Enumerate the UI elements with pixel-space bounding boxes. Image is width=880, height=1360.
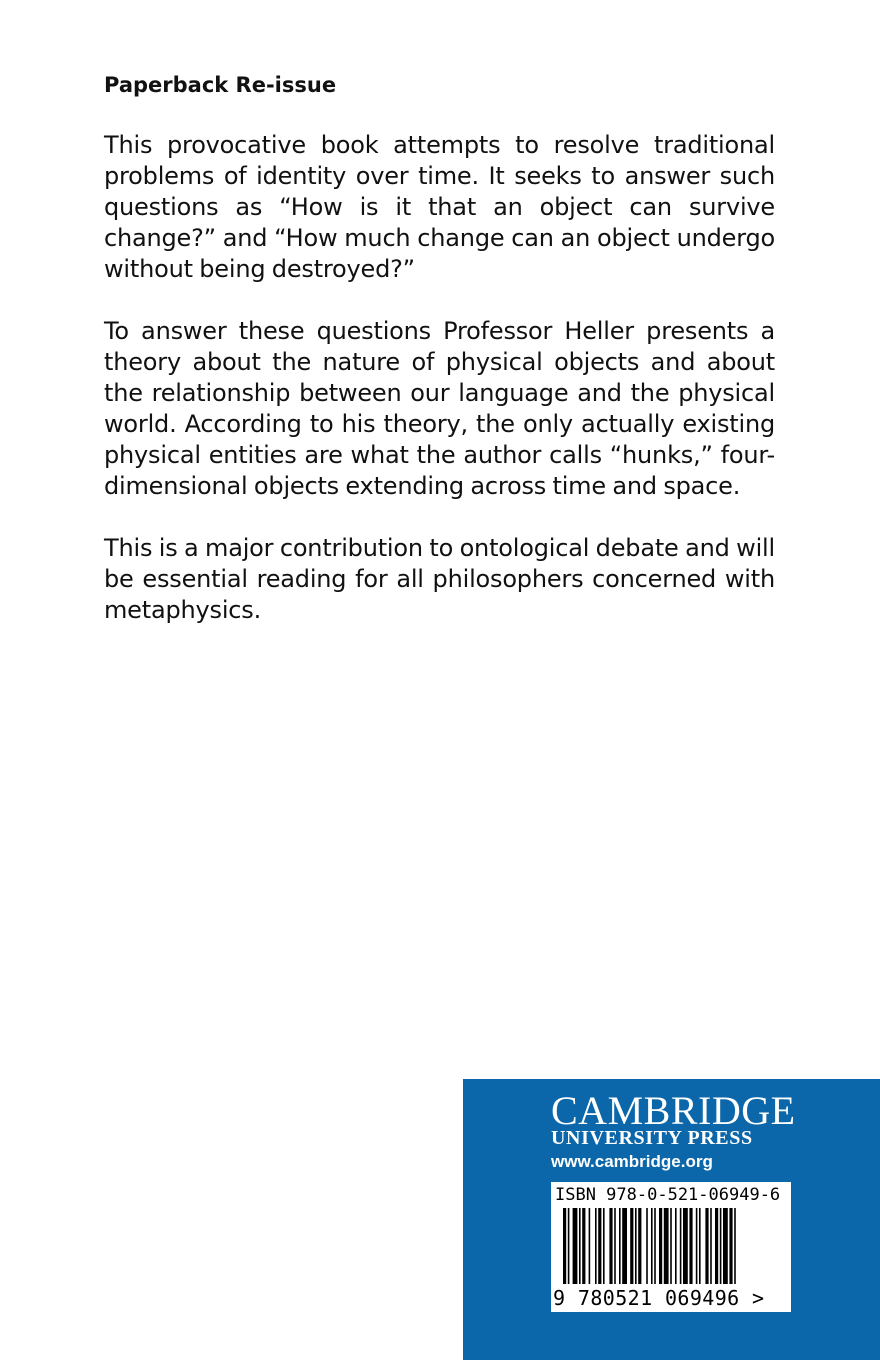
- isbn-label: ISBN 978-0-521-06949-6: [555, 1185, 781, 1205]
- barcode-bar: [646, 1208, 648, 1284]
- barcode-bar: [635, 1208, 637, 1284]
- barcode-bar: [630, 1208, 633, 1284]
- barcode-bar: [664, 1208, 669, 1284]
- barcode-bar: [622, 1208, 627, 1284]
- barcode-bar: [579, 1208, 581, 1284]
- publisher-name: CAMBRIDGE: [551, 1088, 796, 1133]
- barcode-bar: [699, 1208, 701, 1284]
- barcode-bar: [723, 1208, 728, 1284]
- barcode-bar: [589, 1208, 591, 1284]
- barcode-bar: [729, 1208, 732, 1284]
- barcode-bar: [619, 1208, 621, 1284]
- barcode-bar: [595, 1208, 597, 1284]
- barcode-icon: [551, 1208, 791, 1288]
- publisher-url: www.cambridge.org: [551, 1152, 713, 1171]
- barcode-bar: [689, 1208, 692, 1284]
- barcode-bar: [715, 1208, 718, 1284]
- barcode-bar: [710, 1208, 712, 1284]
- barcode-bar: [568, 1208, 570, 1284]
- barcode-bar: [609, 1208, 612, 1284]
- barcode-bar: [582, 1208, 585, 1284]
- barcode-bar: [654, 1208, 656, 1284]
- barcode-bar: [696, 1208, 698, 1284]
- publisher-panel: [463, 1079, 880, 1360]
- barcode-bar: [651, 1208, 653, 1284]
- barcode-box: [551, 1182, 791, 1312]
- publisher-subtitle: UNIVERSITY PRESS: [551, 1127, 753, 1149]
- description-paragraph-3: This is a major contribution to ontological debate and will be essential reading for all philosophers concerned with metaphysics.: [104, 534, 775, 624]
- barcode-bar: [705, 1208, 708, 1284]
- barcode-bar: [720, 1208, 722, 1284]
- barcode-bar: [670, 1208, 672, 1284]
- barcode-bar: [563, 1208, 566, 1284]
- barcode-bar: [603, 1208, 605, 1284]
- back-cover-text: [104, 70, 775, 657]
- barcode-bar: [598, 1208, 601, 1284]
- description-paragraph-2: To answer these questions Professor Heller presents a theory about the nature of physical objects and about the relationship between our language and the physical world. According to his theory, the only actually existing physical entities are what the author calls “hunks,” four-dimensional objects extending across time and space.: [104, 317, 775, 500]
- barcode-bar: [680, 1208, 682, 1284]
- barcode-bar: [614, 1208, 616, 1284]
- barcode-bar: [659, 1208, 662, 1284]
- description-paragraph-1: This provocative book attempts to resolve traditional problems of identity over time. It seeks to answer such questions as “How is it that an object can survive change?” and “How much change can an object undergo without being destroyed?”: [104, 131, 775, 283]
- barcode-bar: [638, 1208, 641, 1284]
- barcode-bar: [683, 1208, 688, 1284]
- barcode-bar: [573, 1208, 578, 1284]
- barcode-bar: [734, 1208, 736, 1284]
- barcode-bar: [675, 1208, 677, 1284]
- barcode-digits: 9 780521 069496 >: [553, 1286, 765, 1310]
- reissue-heading: Paperback Re-issue: [104, 73, 337, 97]
